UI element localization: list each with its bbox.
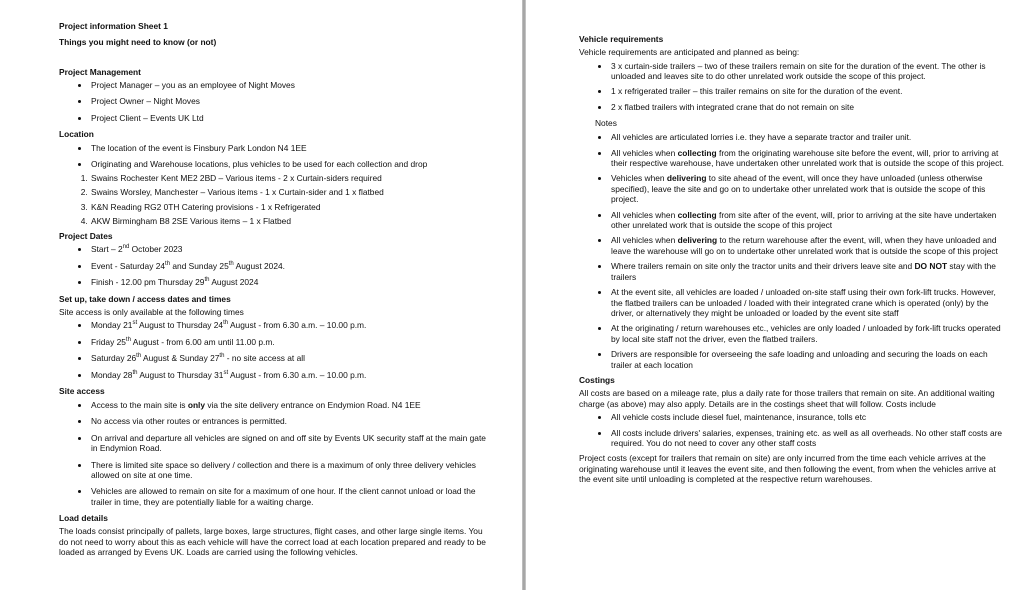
- document-subtitle: Things you might need to know (or not): [59, 37, 217, 48]
- list-item: • Vehicles are allowed to remain on site for a maximum of one hour. If the client cannot unload or load the trailer in time, they are potentially liable for a waiting charge.: [90, 486, 492, 507]
- list-item: • Drivers are responsible for overseeing the safe loading and unloading and securing the loads on each trailer at each location: [610, 349, 1005, 370]
- list-item: 4. AKW Birmingham B8 2SE Various items – 1 x Flatbed: [90, 216, 492, 226]
- list-item: • All vehicles when delivering to the return warehouse after the event, will, when they have unloaded and leave the warehouse will go on to undertake other unrelated work that is outside the scope of this project: [610, 235, 1005, 256]
- list-item: • All vehicles when collecting from site after of the event, will, prior to arriving at the site have undertaken other unrelated work that is outside the scope of this project: [610, 210, 1005, 231]
- list-item: • Originating and Warehouse locations, plus vehicles to be used for each collection and drop: [90, 159, 492, 169]
- notes-list: [579, 132, 1005, 370]
- site-access-heading: Site access: [59, 386, 105, 397]
- list-item: • Monday 21st August to Thursday 24th August - from 6.30 a.m. – 10.00 p.m.: [90, 320, 492, 330]
- location-sublist: [59, 173, 492, 225]
- list-item: • Friday 25th August - from 6.00 am until 11.00 p.m.: [90, 337, 492, 347]
- list-item: • No access via other routes or entrances is permitted.: [90, 416, 492, 426]
- list-item: • Finish - 12.00 pm Thursday 29th August 2024: [90, 277, 492, 287]
- list-item: • There is limited site space so delivery / collection and there is a maximum of only three delivery vehicles allowed on site at one time.: [90, 460, 492, 481]
- location-list: [59, 143, 492, 170]
- setup-heading: Set up, take down / access dates and times: [59, 293, 231, 304]
- vehicle-requirements-list: [579, 61, 1005, 113]
- notes-label: Notes: [595, 117, 617, 128]
- list-item: • All vehicle costs include diesel fuel, maintenance, insurance, tolls etc: [610, 412, 1005, 422]
- list-item: • Vehicles when delivering to site ahead of the event, will once they have unloaded (unless otherwise specified), leave the site and go on to undertake other unrelated work that is outside the scope of this project.: [610, 173, 1005, 204]
- costings-intro: All costs are based on a mileage rate, plus a daily rate for those trailers that remain on site. An additional waiting charge (as above) may also apply. Details are in the costings sheet that will follow. Costs include: [579, 388, 995, 409]
- costings-closing: Project costs (except for trailers that remain on site) are only incurred from the time each vehicle arrives at the originating warehouse until it leaves the event site, and then following the event, from when the vehicles arrive at the event site until unloading is completed at the respective return warehouses.: [579, 453, 996, 484]
- site-access-list: [59, 400, 492, 507]
- list-item: • At the originating / return warehouses etc., vehicles are only loaded / unloaded by fork-lift trucks operated by local site staff not the driver, even the flatbed trailers.: [610, 323, 1005, 344]
- list-item: • Project Owner – Night Moves: [90, 96, 492, 106]
- list-item: • Project Manager – you as an employee of Night Moves: [90, 80, 492, 90]
- list-item: • The location of the event is Finsbury Park London N4 1EE: [90, 143, 492, 153]
- list-item: • Start – 2nd October 2023: [90, 244, 492, 254]
- project-dates-list: [59, 244, 492, 287]
- vehicle-requirements-intro: Vehicle requirements are anticipated and planned as being:: [579, 47, 800, 58]
- list-item: • All vehicles are articulated lorries i.e. they have a separate tractor and trailer unit.: [610, 132, 1005, 142]
- project-management-list: [59, 80, 492, 123]
- load-details-text: The loads consist principally of pallets, large boxes, large structures, flight cases, and other large single items. You do not need to worry about this as each vehicle will have the correct load at each location prepared and ready to be loaded as arranged by Evens UK. Loads are carried using the following vehicles.: [59, 526, 486, 557]
- costings-heading: Costings: [579, 375, 615, 386]
- list-item: • 3 x curtain-side trailers – two of these trailers remain on site for the duration of the event. The other is unloaded and leaves site to do other unrelated work outside the scope of this project.: [610, 61, 1005, 82]
- list-item: 2. Swains Worsley, Manchester – Various items - 1 x Curtain-sider and 1 x flatbed: [90, 187, 492, 197]
- vehicle-requirements-heading: Vehicle requirements: [579, 34, 664, 44]
- list-item: • Access to the main site is only via the site delivery entrance on Endymion Road. N4 1EE: [90, 400, 492, 410]
- project-dates-heading: Project Dates: [59, 230, 113, 241]
- list-item: • All costs include drivers' salaries, expenses, training etc. as well as all overheads. No other staff costs are required. You do not need to cover any other staff costs: [610, 428, 1005, 449]
- list-item: • All vehicles when collecting from the originating warehouse site before the event, will, prior to arriving at their respective warehouse, have undertaken other unrelated work that is outside the scope of this project.: [610, 148, 1005, 169]
- document-page-right: [526, 0, 1027, 590]
- project-management-heading: Project Management: [59, 66, 141, 77]
- list-item: • 1 x refrigerated trailer – this trailer remains on site for the duration of the event.: [610, 86, 1005, 96]
- list-item: • On arrival and departure all vehicles are signed on and off site by Events UK security staff at the main gate in Endymion Road.: [90, 433, 492, 454]
- load-details-heading: Load details: [59, 513, 108, 524]
- list-item: 3. K&N Reading RG2 0TH Catering provisions - 1 x Refrigerated: [90, 202, 492, 212]
- list-item: 1. Swains Rochester Kent ME2 2BD – Various items - 2 x Curtain-siders required: [90, 173, 492, 183]
- costings-list: [579, 412, 1005, 448]
- document-title: Project information Sheet 1: [59, 21, 168, 31]
- setup-list: [59, 320, 492, 380]
- list-item: • Monday 28th August to Thursday 31st August - from 6.30 a.m. – 10.00 p.m.: [90, 370, 492, 380]
- list-item: • Project Client – Events UK Ltd: [90, 113, 492, 123]
- list-item: • 2 x flatbed trailers with integrated crane that do not remain on site: [610, 102, 1005, 112]
- list-item: • Event - Saturday 24th and Sunday 25th August 2024.: [90, 261, 492, 271]
- list-item: • At the event site, all vehicles are loaded / unloaded on-site staff using their own fork-lift trucks. However, the flatbed trailers can be unloaded / loaded with their integrated crane which is operated (only) by the driver, or alternatively they might be unloaded or loaded by the event site staff: [610, 287, 1005, 318]
- location-heading: Location: [59, 129, 94, 140]
- setup-intro: Site access is only available at the following times: [59, 306, 244, 317]
- list-item: • Where trailers remain on site only the tractor units and their drivers leave site and DO NOT stay with the trailers: [610, 261, 1005, 282]
- list-item: • Saturday 26th August & Sunday 27th - no site access at all: [90, 353, 492, 363]
